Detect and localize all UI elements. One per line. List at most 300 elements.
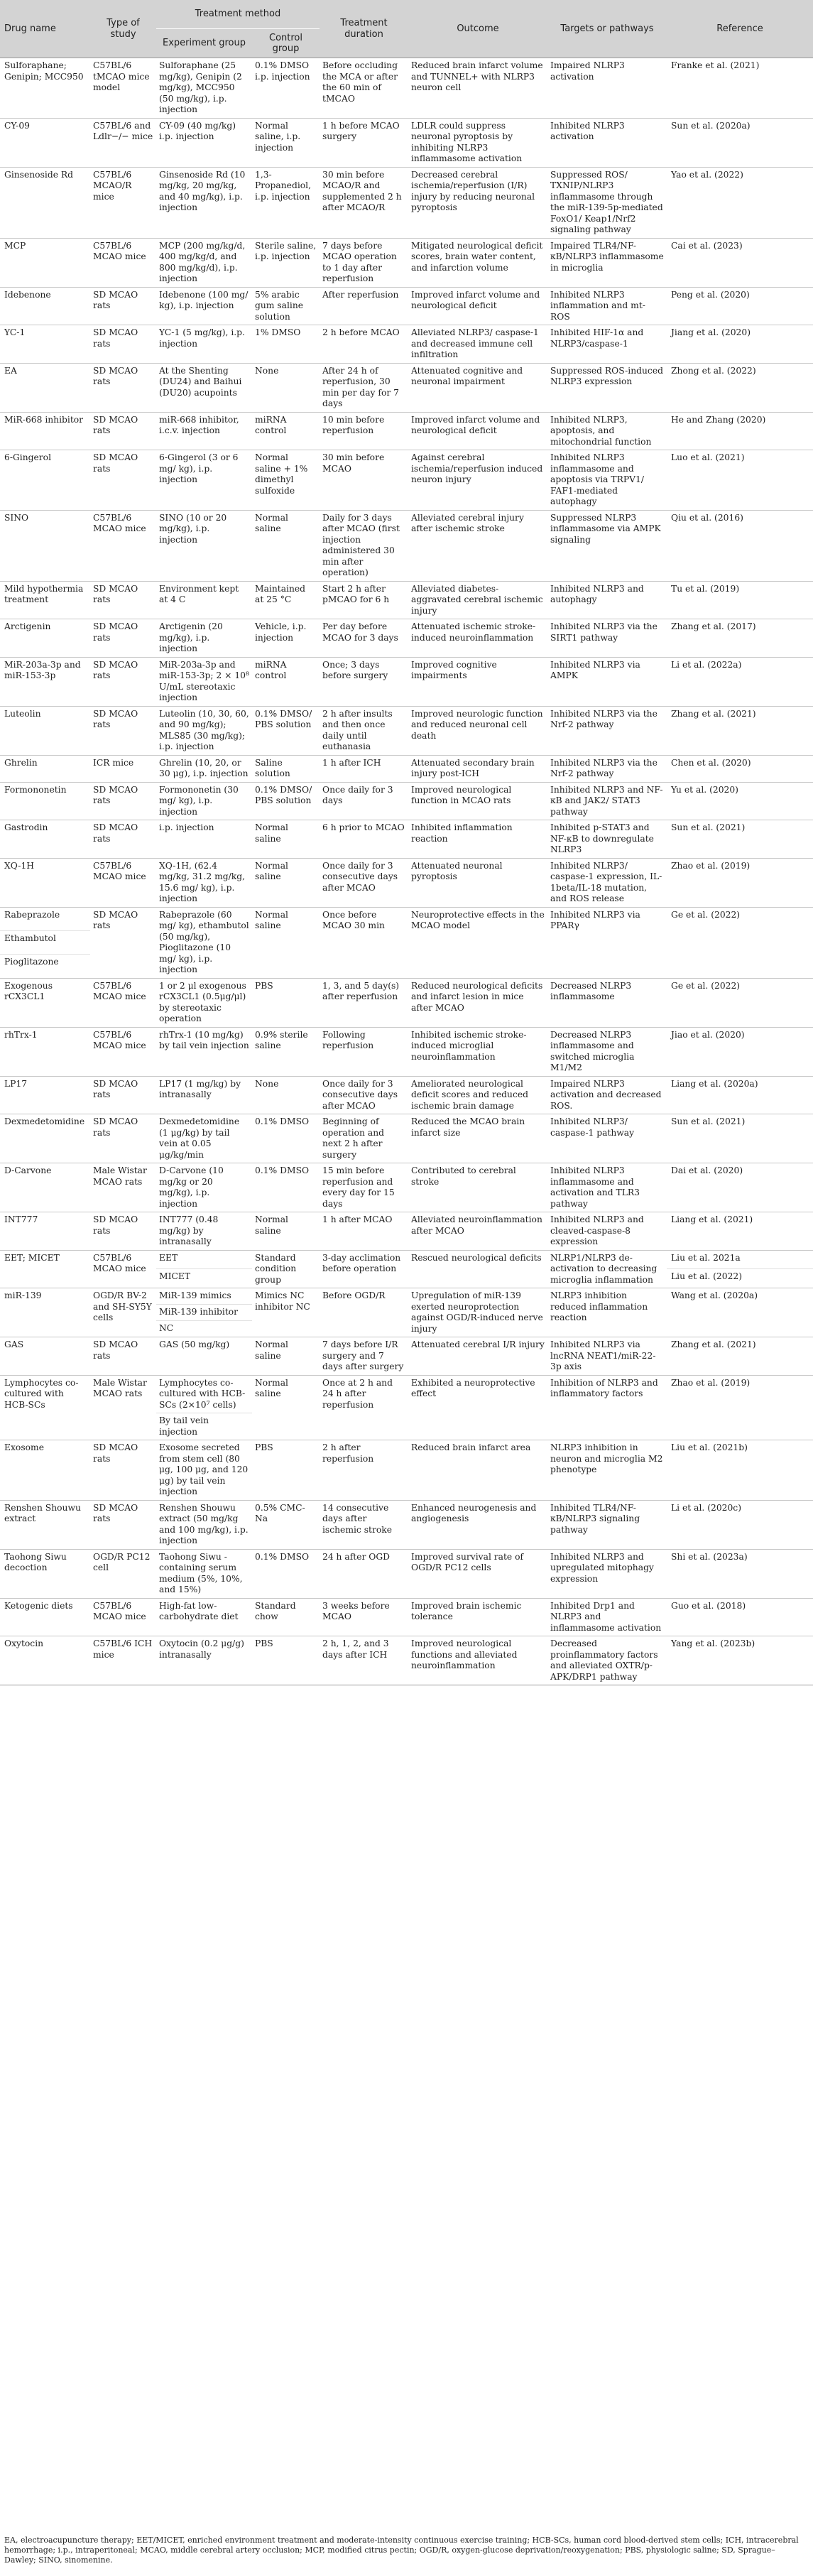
study-type-cell: C57BL/6 MCAO mice: [90, 1598, 156, 1636]
duration-cell: Once daily for 3 consecutive days after MCAO: [320, 1076, 408, 1114]
control-group-cell: Mimics NC inhibitor NC: [252, 1288, 320, 1337]
table-row: [0, 1337, 813, 1376]
targets-cell: Impaired NLRP3 activation: [547, 58, 667, 119]
targets-cell: Inhibited NLRP3 via the SIRT1 pathway: [547, 619, 667, 658]
study-type-cell: C57BL/6 tMCAO mice model: [90, 58, 156, 119]
reference-cell: Yang et al. (2023b): [667, 1636, 813, 1685]
reference-cell: Peng et al. (2020): [667, 287, 813, 325]
targets-cell: Inhibited NLRP3 inflammasome and apoptosis via TRPV1/ FAF1-mediated autophagy: [547, 450, 667, 511]
table-row: [0, 755, 813, 782]
study-type-cell: SD MCAO rats: [90, 782, 156, 820]
control-group-cell: Normal saline: [252, 510, 320, 581]
targets-cell: Impaired TLR4/NF-κB/NLRP3 inflammasome in microglia: [547, 238, 667, 287]
reference-cell: Chen et al. (2020): [667, 755, 813, 782]
targets-cell: Inhibited NLRP3 and upregulated mitophagy expression: [547, 1549, 667, 1598]
table-row: [0, 619, 813, 658]
experiment-group-cell: rhTrx-1 (10 mg/kg) by tail vein injection: [156, 1027, 252, 1076]
experiment-group-cell: MiR-139 mimics: [156, 1288, 252, 1305]
reference-cell: Ge et al. (2022): [667, 978, 813, 1027]
duration-cell: 1 h before MCAO surgery: [320, 118, 408, 167]
experiment-group-cell: Dexmedetomidine (1 μg/kg) by tail vein at 0.05 μg/kg/min: [156, 1114, 252, 1163]
drug-name-cell: Gastrodin: [0, 820, 90, 859]
study-type-cell: C57BL/6 MCAO mice: [90, 858, 156, 907]
table-row: [0, 1636, 813, 1685]
targets-cell: Inhibited Drp1 and NLRP3 and inflammasome activation: [547, 1598, 667, 1636]
drug-name-cell: GAS: [0, 1337, 90, 1376]
study-type-cell: SD MCAO rats: [90, 820, 156, 859]
duration-cell: 24 h after OGD: [320, 1549, 408, 1598]
targets-cell: Inhibited NLRP3 via PPARγ: [547, 907, 667, 978]
study-type-cell: OGD/R PC12 cell: [90, 1549, 156, 1598]
duration-cell: Once daily for 3 consecutive days after MCAO: [320, 858, 408, 907]
reference-cell: Franke et al. (2021): [667, 58, 813, 119]
drug-name-cell: Renshen Shouwu extract: [0, 1500, 90, 1549]
table-row: [0, 1500, 813, 1549]
table-row: [0, 1440, 813, 1501]
control-group-cell: Standard chow: [252, 1598, 320, 1636]
targets-cell: Impaired NLRP3 activation and decreased ROS.: [547, 1076, 667, 1114]
drug-name-cell: D-Carvone: [0, 1163, 90, 1212]
reference-cell: Luo et al. (2021): [667, 450, 813, 511]
reference-cell: Zhao et al. (2019): [667, 1375, 813, 1440]
duration-cell: 6 h prior to MCAO: [320, 820, 408, 859]
experiment-group-cell: Lymphocytes co-cultured with HCB-SCs (2×10⁷ cells): [156, 1375, 252, 1413]
reference-cell: Guo et al. (2018): [667, 1598, 813, 1636]
table-row: [0, 287, 813, 325]
drug-name-cell: MiR-203a-3p and miR-153-3p: [0, 657, 90, 706]
reference-cell: Li et al. (2022a): [667, 657, 813, 706]
table-row: [0, 1375, 813, 1413]
table-row: [0, 1250, 813, 1269]
duration-cell: 2 h after reperfusion: [320, 1440, 408, 1501]
reference-cell: Yao et al. (2022): [667, 167, 813, 238]
experiment-group-cell: CY-09 (40 mg/kg) i.p. injection: [156, 118, 252, 167]
reference-cell: Ge et al. (2022): [667, 907, 813, 978]
study-type-cell: SD MCAO rats: [90, 657, 156, 706]
outcome-cell: Upregulation of miR-139 exerted neuroprotection against OGD/R-induced nerve injury: [408, 1288, 547, 1337]
reference-cell: Jiao et al. (2020): [667, 1027, 813, 1076]
control-group-cell: Normal saline: [252, 1375, 320, 1440]
control-group-cell: 1% DMSO: [252, 325, 320, 364]
duration-cell: 2 h after insults and then once daily until euthanasia: [320, 706, 408, 755]
experiment-group-cell: miR-668 inhibitor, i.c.v. injection: [156, 412, 252, 450]
drug-name-cell: Arctigenin: [0, 619, 90, 658]
reference-cell: Zhong et al. (2022): [667, 363, 813, 412]
drug-name-cell: Ketogenic diets: [0, 1598, 90, 1636]
outcome-cell: Improved neurologic function and reduced neuronal cell death: [408, 706, 547, 755]
control-group-cell: 0.1% DMSO: [252, 1114, 320, 1163]
duration-cell: Per day before MCAO for 3 days: [320, 619, 408, 658]
drug-name-cell: Rabeprazole: [0, 907, 90, 930]
experiment-group-cell: Arctigenin (20 mg/kg), i.p. injection: [156, 619, 252, 658]
reference-cell: Zhang et al. (2021): [667, 706, 813, 755]
table-row: [0, 1212, 813, 1251]
table-row: [0, 238, 813, 287]
table-row: [0, 782, 813, 820]
reference-cell: Zhang et al. (2021): [667, 1337, 813, 1376]
study-type-cell: SD MCAO rats: [90, 581, 156, 619]
targets-cell: Inhibited NLRP3 activation: [547, 118, 667, 167]
drug-name-cell: XQ-1H: [0, 858, 90, 907]
experiment-group-cell: Formononetin (30 mg/ kg), i.p. injection: [156, 782, 252, 820]
reference-cell: He and Zhang (2020): [667, 412, 813, 450]
study-type-cell: SD MCAO rats: [90, 706, 156, 755]
duration-cell: Before occluding the MCA or after the 60 min of tMCAO: [320, 58, 408, 119]
duration-cell: 1 h after ICH: [320, 755, 408, 782]
outcome-cell: Alleviated neuroinflammation after MCAO: [408, 1212, 547, 1251]
duration-cell: Daily for 3 days after MCAO (first injection administered 30 min after operation): [320, 510, 408, 581]
targets-cell: Inhibited NLRP3 and autophagy: [547, 581, 667, 619]
experiment-group-cell: Sulforaphane (25 mg/kg), Genipin (2 mg/kg), MCC950 (50 mg/kg), i.p. injection: [156, 58, 252, 119]
drug-name-cell: Exogenous rCX3CL1: [0, 978, 90, 1027]
drug-name-cell: Formononetin: [0, 782, 90, 820]
drug-name-cell: Lymphocytes co-cultured with HCB-SCs: [0, 1375, 90, 1440]
study-type-cell: C57BL/6 MCAO mice: [90, 510, 156, 581]
experiment-group-cell: D-Carvone (10 mg/kg or 20 mg/kg), i.p. injection: [156, 1163, 252, 1212]
reference-cell: Jiang et al. (2020): [667, 325, 813, 364]
drug-name-cell: rhTrx-1: [0, 1027, 90, 1076]
outcome-cell: Reduced neurological deficits and infarct lesion in mice after MCAO: [408, 978, 547, 1027]
experiment-group-cell: LP17 (1 mg/kg) by intranasally: [156, 1076, 252, 1114]
col-outcome: Outcome: [408, 0, 547, 58]
targets-cell: Suppressed ROS-induced NLRP3 expression: [547, 363, 667, 412]
targets-cell: Inhibited TLR4/NF-κB/NLRP3 signaling pathway: [547, 1500, 667, 1549]
targets-cell: Inhibited NLRP3 inflammasome and activation and TLR3 pathway: [547, 1163, 667, 1212]
drug-name-cell: EET; MICET: [0, 1250, 90, 1288]
study-type-cell: C57BL/6 ICH mice: [90, 1636, 156, 1685]
outcome-cell: Attenuated ischemic stroke-induced neuroinflammation: [408, 619, 547, 658]
experiment-group-cell: MiR-203a-3p and miR-153-3p; 2 × 10⁸ U/mL stereotaxic injection: [156, 657, 252, 706]
control-group-cell: 0.1% DMSO/ PBS solution: [252, 782, 320, 820]
table-row: [0, 581, 813, 619]
control-group-cell: Sterile saline, i.p. injection: [252, 238, 320, 287]
experiment-group-cell: NC: [156, 1321, 252, 1337]
targets-cell: Inhibited NLRP3, apoptosis, and mitochondrial function: [547, 412, 667, 450]
reference-cell: Liang et al. (2020a): [667, 1076, 813, 1114]
table-row: [0, 1076, 813, 1114]
outcome-cell: Improved neurological function in MCAO rats: [408, 782, 547, 820]
duration-cell: 14 consecutive days after ischemic stroke: [320, 1500, 408, 1549]
study-type-cell: SD MCAO rats: [90, 1440, 156, 1501]
control-group-cell: Normal saline: [252, 820, 320, 859]
experiment-group-cell: Oxytocin (0.2 μg/g) intranasally: [156, 1636, 252, 1685]
drug-name-cell: Ethambutol: [0, 930, 90, 954]
drug-name-cell: Sulforaphane; Genipin; MCC950: [0, 58, 90, 119]
reference-cell: Yu et al. (2020): [667, 782, 813, 820]
study-type-cell: ICR mice: [90, 755, 156, 782]
outcome-cell: Ameliorated neurological deficit scores and reduced ischemic brain damage: [408, 1076, 547, 1114]
experiment-group-cell: Renshen Shouwu extract (50 mg/kg and 100 mg/kg), i.p. injection: [156, 1500, 252, 1549]
outcome-cell: LDLR could suppress neuronal pyroptosis by inhibiting NLRP3 inflammasome activation: [408, 118, 547, 167]
control-group-cell: miRNA control: [252, 412, 320, 450]
experiment-group-cell: Ginsenoside Rd (10 mg/kg, 20 mg/kg, and 40 mg/kg), i.p. injection: [156, 167, 252, 238]
table-row: [0, 1288, 813, 1305]
experiment-group-cell: Environment kept at 4 C: [156, 581, 252, 619]
reference-cell: Qiu et al. (2016): [667, 510, 813, 581]
control-group-cell: 5% arabic gum saline solution: [252, 287, 320, 325]
experiment-group-cell: Rabeprazole (60 mg/ kg), ethambutol (50 mg/kg), Pioglitazone (10 mg/ kg), i.p. injection: [156, 907, 252, 978]
experiment-group-cell: YC-1 (5 mg/kg), i.p. injection: [156, 325, 252, 364]
outcome-cell: Neuroprotective effects in the MCAO model: [408, 907, 547, 978]
experiment-group-cell: By tail vein injection: [156, 1413, 252, 1440]
table-row: [0, 58, 813, 119]
reference-cell: Liang et al. (2021): [667, 1212, 813, 1251]
reference-cell: Cai et al. (2023): [667, 238, 813, 287]
duration-cell: 1 h after MCAO: [320, 1212, 408, 1251]
table-row: [0, 363, 813, 412]
outcome-cell: Contributed to cerebral stroke: [408, 1163, 547, 1212]
outcome-cell: Improved infarct volume and neurological deficit: [408, 412, 547, 450]
drug-name-cell: Exosome: [0, 1440, 90, 1501]
study-type-cell: SD MCAO rats: [90, 1500, 156, 1549]
drug-name-cell: LP17: [0, 1076, 90, 1114]
targets-cell: Inhibited HIF-1α and NLRP3/caspase-1: [547, 325, 667, 364]
table-footnote: EA, electroacupuncture therapy; EET/MICET, enriched environment treatment and moderate-intensity continuous exercise training; HCB-SCs, human cord blood-derived stem cells; ICH, intracerebral hemorrhage; i.p., intraperitoneal; MCAO, middle cerebral artery occlusion; MCP, modified citrus pectin; OGD/R, oxygen-glucose deprivation/reoxygenation; PBS, physiologic saline; SD, Sprague–Dawley; SINO, sinomenine.: [4, 2536, 799, 2565]
table-row: [0, 907, 813, 930]
study-type-cell: C57BL/6 MCAO mice: [90, 1250, 156, 1288]
drug-name-cell: miR-139: [0, 1288, 90, 1337]
control-group-cell: 0.1% DMSO i.p. injection: [252, 58, 320, 119]
control-group-cell: PBS: [252, 978, 320, 1027]
reference-cell: Liu et al. (2022): [667, 1269, 813, 1288]
control-group-cell: 0.5% CMC-Na: [252, 1500, 320, 1549]
experiment-group-cell: Exosome secreted from stem cell (80 μg, 100 μg, and 120 μg) by tail vein injection: [156, 1440, 252, 1501]
experiment-group-cell: EET: [156, 1250, 252, 1269]
drug-name-cell: Ghrelin: [0, 755, 90, 782]
outcome-cell: Reduced the MCAO brain infarct size: [408, 1114, 547, 1163]
duration-cell: Following reperfusion: [320, 1027, 408, 1076]
targets-cell: Suppressed ROS/ TXNIP/NLRP3 inflammasome through the miR-139-5p-mediated FoxO1/ Keap1/Nrf2 signaling pathway: [547, 167, 667, 238]
study-type-cell: SD MCAO rats: [90, 1076, 156, 1114]
table-row: [0, 1027, 813, 1076]
outcome-cell: Alleviated cerebral injury after ischemic stroke: [408, 510, 547, 581]
duration-cell: 7 days before I/R surgery and 7 days after surgery: [320, 1337, 408, 1376]
control-group-cell: 0.1% DMSO: [252, 1549, 320, 1598]
table-row: [0, 1114, 813, 1163]
control-group-cell: Standard condition group: [252, 1250, 320, 1288]
col-reference: Reference: [667, 0, 813, 58]
duration-cell: Once before MCAO 30 min: [320, 907, 408, 978]
table-row: [0, 118, 813, 167]
outcome-cell: Alleviated NLRP3/ caspase-1 and decreased immune cell infiltration: [408, 325, 547, 364]
targets-cell: Decreased NLRP3 inflammasome and switched microglia M1/M2: [547, 1027, 667, 1076]
study-type-cell: SD MCAO rats: [90, 619, 156, 658]
duration-cell: After reperfusion: [320, 287, 408, 325]
reference-cell: Wang et al. (2020a): [667, 1288, 813, 1337]
reference-cell: Zhang et al. (2017): [667, 619, 813, 658]
experiment-group-cell: SINO (10 or 20 mg/kg), i.p. injection: [156, 510, 252, 581]
table-row: [0, 657, 813, 706]
drug-name-cell: Pioglitazone: [0, 955, 90, 978]
targets-cell: Decreased NLRP3 inflammasome: [547, 978, 667, 1027]
control-group-cell: 0.1% DMSO: [252, 1163, 320, 1212]
outcome-cell: Reduced brain infarct volume and TUNNEL+ with NLRP3 neuron cell: [408, 58, 547, 119]
duration-cell: Once at 2 h and 24 h after reperfusion: [320, 1375, 408, 1440]
targets-cell: Decreased proinflammatory factors and alleviated OXTR/p-APK/DRP1 pathway: [547, 1636, 667, 1685]
drug-name-cell: Ginsenoside Rd: [0, 167, 90, 238]
header-row: [0, 0, 813, 29]
control-group-cell: PBS: [252, 1636, 320, 1685]
targets-cell: Inhibited NLRP3 inflammation and mt-ROS: [547, 287, 667, 325]
duration-cell: Before OGD/R: [320, 1288, 408, 1337]
reference-cell: Shi et al. (2023a): [667, 1549, 813, 1598]
duration-cell: 1, 3, and 5 day(s) after reperfusion: [320, 978, 408, 1027]
outcome-cell: Against cerebral ischemia/reperfusion induced neuron injury: [408, 450, 547, 511]
table-row: [0, 820, 813, 859]
duration-cell: 30 min before MCAO: [320, 450, 408, 511]
outcome-cell: Rescued neurological deficits: [408, 1250, 547, 1288]
reference-cell: Sun et al. (2021): [667, 1114, 813, 1163]
experiment-group-cell: At the Shenting (DU24) and Baihui (DU20) acupoints: [156, 363, 252, 412]
control-group-cell: PBS: [252, 1440, 320, 1501]
study-type-cell: C57BL/6 MCAO/R mice: [90, 167, 156, 238]
study-type-cell: C57BL/6 MCAO mice: [90, 978, 156, 1027]
targets-cell: Inhibited NLRP3/ caspase-1 expression, IL-1beta/IL-18 mutation, and ROS release: [547, 858, 667, 907]
reference-cell: Tu et al. (2019): [667, 581, 813, 619]
col-experiment-group: Experiment group: [156, 29, 252, 58]
drug-name-cell: Luteolin: [0, 706, 90, 755]
targets-cell: NLRP1/NLRP3 de-activation to decreasing microglia inflammation: [547, 1250, 667, 1288]
table-row: [0, 706, 813, 755]
duration-cell: Start 2 h after pMCAO for 6 h: [320, 581, 408, 619]
reference-cell: Sun et al. (2021): [667, 820, 813, 859]
control-group-cell: 1,3-Propanediol, i.p. injection: [252, 167, 320, 238]
control-group-cell: None: [252, 363, 320, 412]
drug-name-cell: Dexmedetomidine: [0, 1114, 90, 1163]
targets-cell: Inhibited NLRP3 via the Nrf-2 pathway: [547, 706, 667, 755]
control-group-cell: Normal saline + 1% dimethyl sulfoxide: [252, 450, 320, 511]
control-group-cell: Saline solution: [252, 755, 320, 782]
outcome-cell: Attenuated cognitive and neuronal impairment: [408, 363, 547, 412]
duration-cell: 10 min before reperfusion: [320, 412, 408, 450]
control-group-cell: Normal saline: [252, 858, 320, 907]
drug-name-cell: EA: [0, 363, 90, 412]
outcome-cell: Improved cognitive impairments: [408, 657, 547, 706]
col-treatment-method: Treatment method: [156, 0, 320, 29]
outcome-cell: Improved infarct volume and neurological deficit: [408, 287, 547, 325]
targets-cell: Inhibition of NLRP3 and inflammatory factors: [547, 1375, 667, 1440]
experiment-group-cell: Taohong Siwu -containing serum medium (5%, 10%, and 15%): [156, 1549, 252, 1598]
study-type-cell: SD MCAO rats: [90, 325, 156, 364]
experiment-group-cell: MICET: [156, 1269, 252, 1288]
experiment-group-cell: High-fat low-carbohydrate diet: [156, 1598, 252, 1636]
drug-name-cell: 6-Gingerol: [0, 450, 90, 511]
table-row: [0, 858, 813, 907]
study-type-cell: SD MCAO rats: [90, 1337, 156, 1376]
experiment-group-cell: XQ-1H, (62.4 mg/kg, 31.2 mg/kg, 15.6 mg/ kg), i.p. injection: [156, 858, 252, 907]
control-group-cell: Normal saline: [252, 1212, 320, 1251]
experiment-group-cell: 1 or 2 μl exogenous rCX3CL1 (0.5μg/μl) by stereotaxic operation: [156, 978, 252, 1027]
outcome-cell: Enhanced neurogenesis and angiogenesis: [408, 1500, 547, 1549]
outcome-cell: Attenuated neuronal pyroptosis: [408, 858, 547, 907]
drug-name-cell: YC-1: [0, 325, 90, 364]
control-group-cell: None: [252, 1076, 320, 1114]
duration-cell: 15 min before reperfusion and every day for 15 days: [320, 1163, 408, 1212]
targets-cell: Inhibited NLRP3 via lncRNA NEAT1/miR-22-3p axis: [547, 1337, 667, 1376]
outcome-cell: Inhibited ischemic stroke-induced microglial neuroinflammation: [408, 1027, 547, 1076]
experiment-group-cell: INT777 (0.48 mg/kg) by intranasally: [156, 1212, 252, 1251]
study-type-cell: SD MCAO rats: [90, 412, 156, 450]
experiment-group-cell: MCP (200 mg/kg/d, 400 mg/kg/d, and 800 mg/kg/d), i.p. injection: [156, 238, 252, 287]
outcome-cell: Improved neurological functions and alleviated neuroinflammation: [408, 1636, 547, 1685]
table-row: [0, 1549, 813, 1598]
table-row: [0, 1598, 813, 1636]
table-row: [0, 167, 813, 238]
study-type-cell: OGD/R BV-2 and SH-SY5Y cells: [90, 1288, 156, 1337]
drug-name-cell: Oxytocin: [0, 1636, 90, 1685]
study-type-cell: SD MCAO rats: [90, 287, 156, 325]
drug-name-cell: Idebenone: [0, 287, 90, 325]
drug-name-cell: Mild hypothermia treatment: [0, 581, 90, 619]
duration-cell: Beginning of operation and next 2 h after surgery: [320, 1114, 408, 1163]
experiment-group-cell: Ghrelin (10, 20, or 30 μg), i.p. injection: [156, 755, 252, 782]
duration-cell: After 24 h of reperfusion, 30 min per day for 7 days: [320, 363, 408, 412]
drug-name-cell: CY-09: [0, 118, 90, 167]
experiment-group-cell: 6-Gingerol (3 or 6 mg/ kg), i.p. injection: [156, 450, 252, 511]
table-row: [0, 412, 813, 450]
table-row: [0, 510, 813, 581]
table-row: [0, 978, 813, 1027]
experiment-group-cell: i.p. injection: [156, 820, 252, 859]
targets-cell: Inhibited p-STAT3 and NF-κB to downregulate NLRP3: [547, 820, 667, 859]
outcome-cell: Attenuated secondary brain injury post-ICH: [408, 755, 547, 782]
reference-cell: Liu et al. 2021a: [667, 1250, 813, 1269]
reference-cell: Zhao et al. (2019): [667, 858, 813, 907]
experiment-group-cell: GAS (50 mg/kg): [156, 1337, 252, 1376]
study-type-cell: Male Wistar MCAO rats: [90, 1163, 156, 1212]
drug-name-cell: MiR-668 inhibitor: [0, 412, 90, 450]
duration-cell: 2 h, 1, 2, and 3 days after ICH: [320, 1636, 408, 1685]
table-row: [0, 325, 813, 364]
targets-cell: Inhibited NLRP3 via the Nrf-2 pathway: [547, 755, 667, 782]
col-targets: Targets or pathways: [547, 0, 667, 58]
control-group-cell: Maintained at 25 °C: [252, 581, 320, 619]
control-group-cell: Normal saline: [252, 1337, 320, 1376]
control-group-cell: Vehicle, i.p. injection: [252, 619, 320, 658]
table-row: [0, 1163, 813, 1212]
duration-cell: 7 days before MCAO operation to 1 day after reperfusion: [320, 238, 408, 287]
targets-cell: Suppressed NLRP3 inflammasome via AMPK signaling: [547, 510, 667, 581]
duration-cell: Once; 3 days before surgery: [320, 657, 408, 706]
outcome-cell: Exhibited a neuroprotective effect: [408, 1375, 547, 1440]
study-type-cell: C57BL/6 and Ldlr−/− mice: [90, 118, 156, 167]
experiment-group-cell: Idebenone (100 mg/ kg), i.p. injection: [156, 287, 252, 325]
duration-cell: 3 weeks before MCAO: [320, 1598, 408, 1636]
duration-cell: 2 h before MCAO: [320, 325, 408, 364]
outcome-cell: Decreased cerebral ischemia/reperfusion (I/R) injury by reducing neuronal pyroptosis: [408, 167, 547, 238]
study-type-cell: SD MCAO rats: [90, 1114, 156, 1163]
study-type-cell: SD MCAO rats: [90, 450, 156, 511]
drug-name-cell: MCP: [0, 238, 90, 287]
study-type-cell: SD MCAO rats: [90, 363, 156, 412]
outcome-cell: Improved survival rate of OGD/R PC12 cells: [408, 1549, 547, 1598]
reference-cell: Li et al. (2020c): [667, 1500, 813, 1549]
duration-cell: 3-day acclimation before operation: [320, 1250, 408, 1288]
table-row: [0, 450, 813, 511]
targets-cell: NLRP3 inhibition in neuron and microglia M2 phenotype: [547, 1440, 667, 1501]
drug-name-cell: INT777: [0, 1212, 90, 1251]
col-control-group: Control group: [252, 29, 320, 58]
control-group-cell: Normal saline: [252, 907, 320, 978]
duration-cell: 30 min before MCAO/R and supplemented 2 h after MCAO/R: [320, 167, 408, 238]
outcome-cell: Inhibited inflammation reaction: [408, 820, 547, 859]
duration-cell: Once daily for 3 days: [320, 782, 408, 820]
outcome-cell: Attenuated cerebral I/R injury: [408, 1337, 547, 1376]
targets-cell: Inhibited NLRP3 and NF-κB and JAK2/ STAT3 pathway: [547, 782, 667, 820]
experiment-group-cell: MiR-139 inhibitor: [156, 1305, 252, 1321]
targets-cell: Inhibited NLRP3 and cleaved-caspase-8 expression: [547, 1212, 667, 1251]
reference-cell: Dai et al. (2020): [667, 1163, 813, 1212]
